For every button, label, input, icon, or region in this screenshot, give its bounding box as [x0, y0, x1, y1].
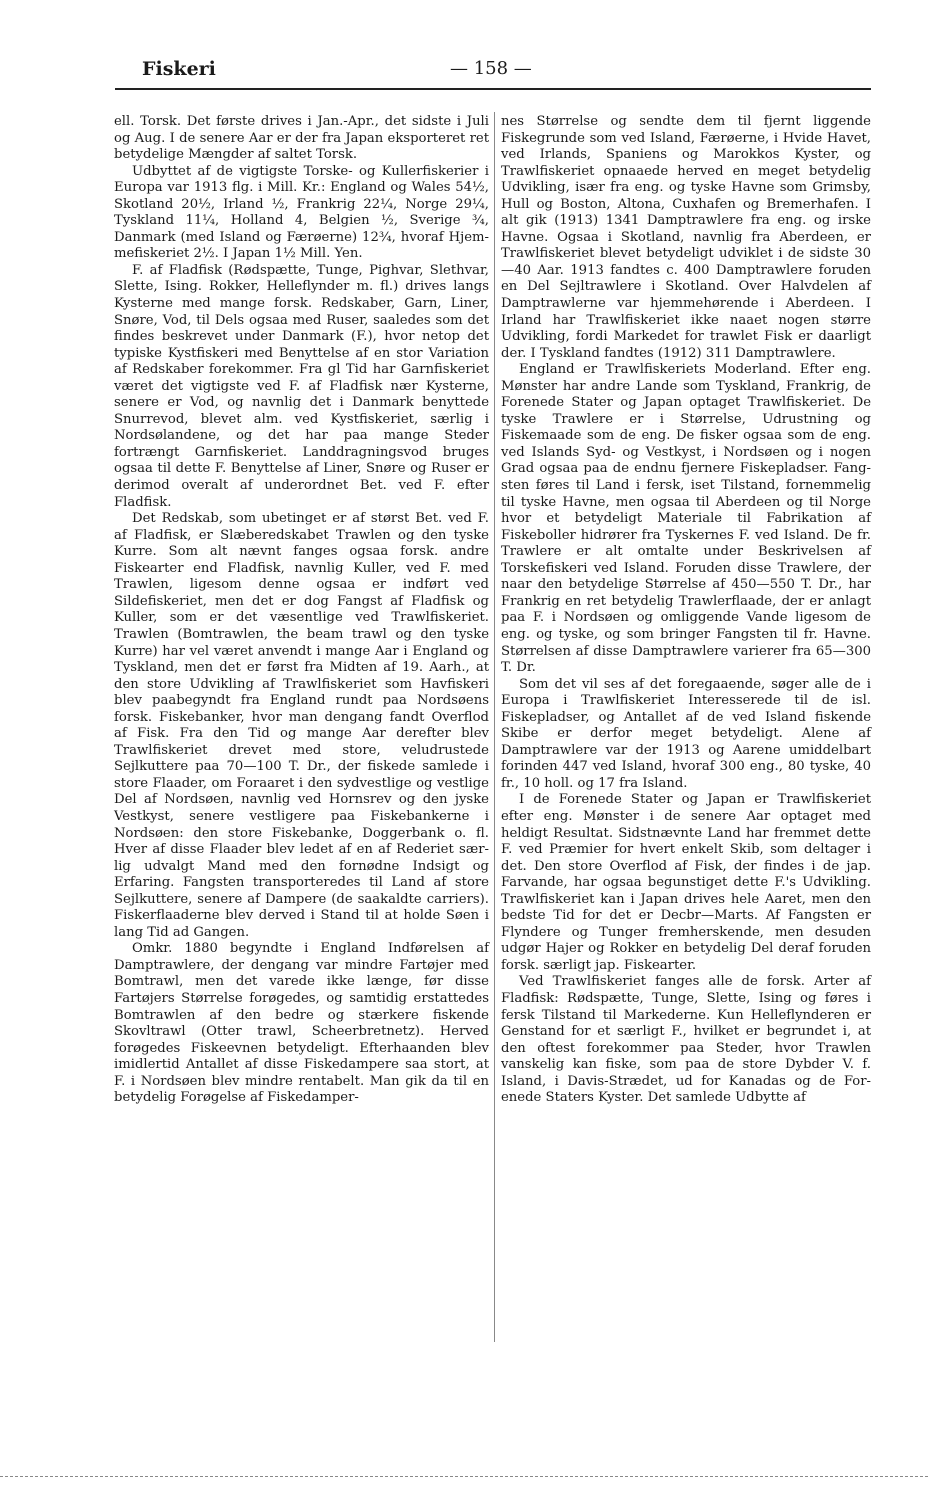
header-rule: [115, 88, 871, 90]
paragraph: Ved Trawlfiskeriet fanges alle de forsk. Arter af Fladfisk: Rødspætte, Tunge, Slette, Ising og føres i fersk Tilstand til Markederne. Kun Helleflynderen er Genstand for et særligt F., hvilket er begrundet i, at den oftest forekommer paa Steder, hvor Trawlen vanskelig kan fiske, som paa de store Dybder V. f. Island, i Davis-Strædet, ud for Kanadas og de Forenede Staters Kyster. Det samlede Udbytte af: [501, 974, 871, 1106]
left-column: [114, 114, 489, 1107]
paragraph: I de Forenede Stater og Japan er Trawlfiskeriet efter eng. Mønster i de senere Aar optaget med heldigt Resultat. Sidstnævnte Land har fremmet dette F. ved Præmier for hvert enkelt Skib, som deltager i det. Den store Overflod af Fisk, der findes i de jap. Farvande, har ogsaa begunstiget dette F.'s Udvikling. Trawlfiskeriet kan i Japan drives hele Aaret, men den bedste Tid for det er Decbr—Marts. Af Fangsten er Flyndere og Tunger fremherskende, men desuden udgør Hajer og Rokker en betydelig Del deraf foruden forsk. særligt jap. Fiskearter.: [501, 792, 871, 973]
running-head-title: Fiskeri: [142, 58, 216, 80]
paragraph: Udbyttet af de vigtigste Torske- og Kullerfiskerier i Europa var 1913 flg. i Mill. Kr.: England og Wales 54½, Skotland 20½, Irland ½, Frankrig 22¼, Norge 29¼, Tyskland 11¼, Holland 4, Belgien ½, Sverige ¾, Danmark (med Island og Færøerne) 12¾, hvoraf Hjemmefiskeriet 2½. I Japan 1½ Mill. Yen.: [114, 163, 489, 262]
page-bottom-edge: [0, 1476, 928, 1477]
paragraph: nes Størrelse og sendte dem til fjernt liggende Fiskegrunde som ved Island, Færøerne, i Hvide Havet, ved Irlands, Spaniens og Marokkos Kyster, og Trawlfiskeriet opnaaede herved en meget betydelig Udvikling, især fra eng. og tyske Havne som Grimsby, Hull og Boston, Altona, Cuxhafen og Bremerhafen. I alt gik (1913) 1341 Damptrawlere fra eng. og irske Havne. Ogsaa i Skotland, navnlig fra Aberdeen, er Trawlfiskeriet blevet betydeligt udviklet i de sidste 30—40 Aar. 1913 fandtes c. 400 Damptrawlere foruden en Del Sejltrawlere i Skotland. Over Halvdelen af Damptrawlerne var hjemmehørende i Aberdeen. I Irland har Trawlfiskeriet ikke naaet nogen større Udvikling, fordi Markedet for trawlet Fisk er daarligt der. I Tyskland fandtes (1912) 311 Damptrawlere.: [501, 114, 871, 361]
paragraph: Det Redskab, som ubetinget er af størst Bet. ved F. af Fladfisk, er Slæberedskabet Trawlen og den tyske Kurre. Som alt nævnt fanges ogsaa forsk. andre Fiskearter end Fladfisk, navnlig Kuller, ved F. med Trawlen, ligesom denne ogsaa er indført ved Sildefiskeriet, men det er dog Fangst af Fladfisk og Kuller, som er det væsentlige ved Trawlfiskeriet. Trawlen (Bomtrawlen, the beam trawl og den tyske Kurre) har vel været anvendt i mange Aar i England og Tyskland, men det er først fra Midten af 19. Aarh., at den store Udvikling af Trawlfiskeriet som Havfiskeri blev paabegyndt fra England rundt paa Nordsøens forsk. Fiskebanker, hvor man dengang fandt Overflod af Fisk. Fra den Tid og mange Aar derefter blev Trawlfiskeriet drevet med store, veludrustede Sejlkuttere paa 70—100 T. Dr., der fiskede samlede i store Flaader, om Foraaret i den sydvestlige og vestlige Del af Nordsøen, navnlig ved Hornsrev og den jyske Vestkyst, senere vestligere paa Fiskebankerne i Nordsøen: den store Fiskebanke, Doggerbank o. fl. Hver af disse Flaader blev ledet af en af Rederiet særlig udvalgt Mand med den fornødne Indsigt og Erfaring. Fangsten transporteredes til Land af store Sejlkuttere, senere af Dampere (de saakaldte carriers). Fiskerflaaderne blev derved i Stand til at holde Søen i lang Tid ad Gangen.: [114, 511, 489, 940]
paragraph: England er Trawlfiskeriets Moderland. Efter eng. Mønster har andre Lande som Tyskland, Frankrig, de Forenede Stater og Japan optaget Trawlfiskeriet. De tyske Trawlere er i Størrelse, Udrustning og Fiskemaade som de eng. De fisker ogsaa som de eng. ved Islands Syd- og Vestkyst, i Nordsøen og i nogen Grad ogsaa paa de endnu fjernere Fiskepladser. Fangsten føres til Land i fersk, iset Tilstand, fornemmelig til tyske Havne, men ogsaa til Aberdeen og til Norge hvor et betydeligt Materiale til Fabrikation af Fiskeboller hidrører fra Tyskernes F. ved Island. De fr. Trawlere er alt omtalte under Beskrivelsen af Torskefiskeri ved Island. Foruden disse Trawlere, der naar den betydelige Størrelse af 450—550 T. Dr., har Frankrig en ret betydelig Trawlerflaade, der er anlagt paa F. i Nordsøen og omliggende Vande ligesom de eng. og tyske, og som bringer Fangsten til fr. Havne. Størrelsen af disse Damptrawlere varierer fra 65—300 T. Dr.: [501, 362, 871, 676]
paragraph: F. af Fladfisk (Rødspætte, Tunge, Pighvar, Slethvar, Slette, Ising. Rokker, Helleflynder m. fl.) drives langs Kysterne med mange forsk. Redskaber, Garn, Liner, Snøre, Vod, til Dels ogsaa med Ruser, saaledes som det findes beskrevet under Danmark (F.), hvor netop det typiske Kystfiskeri med Benyttelse af en stor Variation af Redskaber forekommer. Fra gl Tid har Garnfiskeriet været det vigtigste ved F. af Fladfisk nær Kysterne, senere er Vod, og navnlig det i Danmark benyttede Snurrevod, blevet alm. ved Kystfiskeriet, særlig i Nordsølandene, og det har paa mange Steder fortrængt Garnfiskeriet. Landdragningsvod bruges ogsaa til dette F. Benyttelse af Liner, Snøre og Ruser er derimod overalt af underordnet Bet. ved F. efter Fladfisk.: [114, 262, 489, 510]
paragraph: Som det vil ses af det foregaaende, søger alle de i Europa i Trawlfiskeriet Interesserede til de isl. Fiskepladser, og Antallet af de ved Island fiskende Skibe er derfor meget betydeligt. Alene af Damptrawlere var der 1913 og Aarene umiddelbart forinden 447 ved Island, hvoraf 300 eng., 80 tyske, 40 fr., 10 holl. og 17 fra Island.: [501, 676, 871, 791]
column-divider: [494, 112, 495, 1342]
page-number: — 158 —: [450, 58, 532, 79]
paragraph: Omkr. 1880 begyndte i England Indførelsen af Damptrawlere, der dengang var mindre Fartøjer med Bomtrawl, men det varede ikke længe, før disse Fartøjers Størrelse forøgedes, og samtidig erstattedes Bomtrawlen af den bedre og stærkere fiskende Skovltrawl (Otter trawl, Scheerbretnetz). Herved forøgedes Fiskeevnen betydeligt. Efterhaanden blev imidlertid Antallet af disse Fiskedampere saa stort, at F. i Nordsøen blev mindre rentabelt. Man gik da til en betydelig Forøgelse af Fiskedamper-: [114, 941, 489, 1106]
right-column: [501, 114, 871, 1107]
paragraph: ell. Torsk. Det første drives i Jan.-Apr., det sidste i Juli og Aug. I de senere Aar er der fra Japan eksporteret ret betydelige Mængder af saltet Torsk.: [114, 114, 489, 163]
